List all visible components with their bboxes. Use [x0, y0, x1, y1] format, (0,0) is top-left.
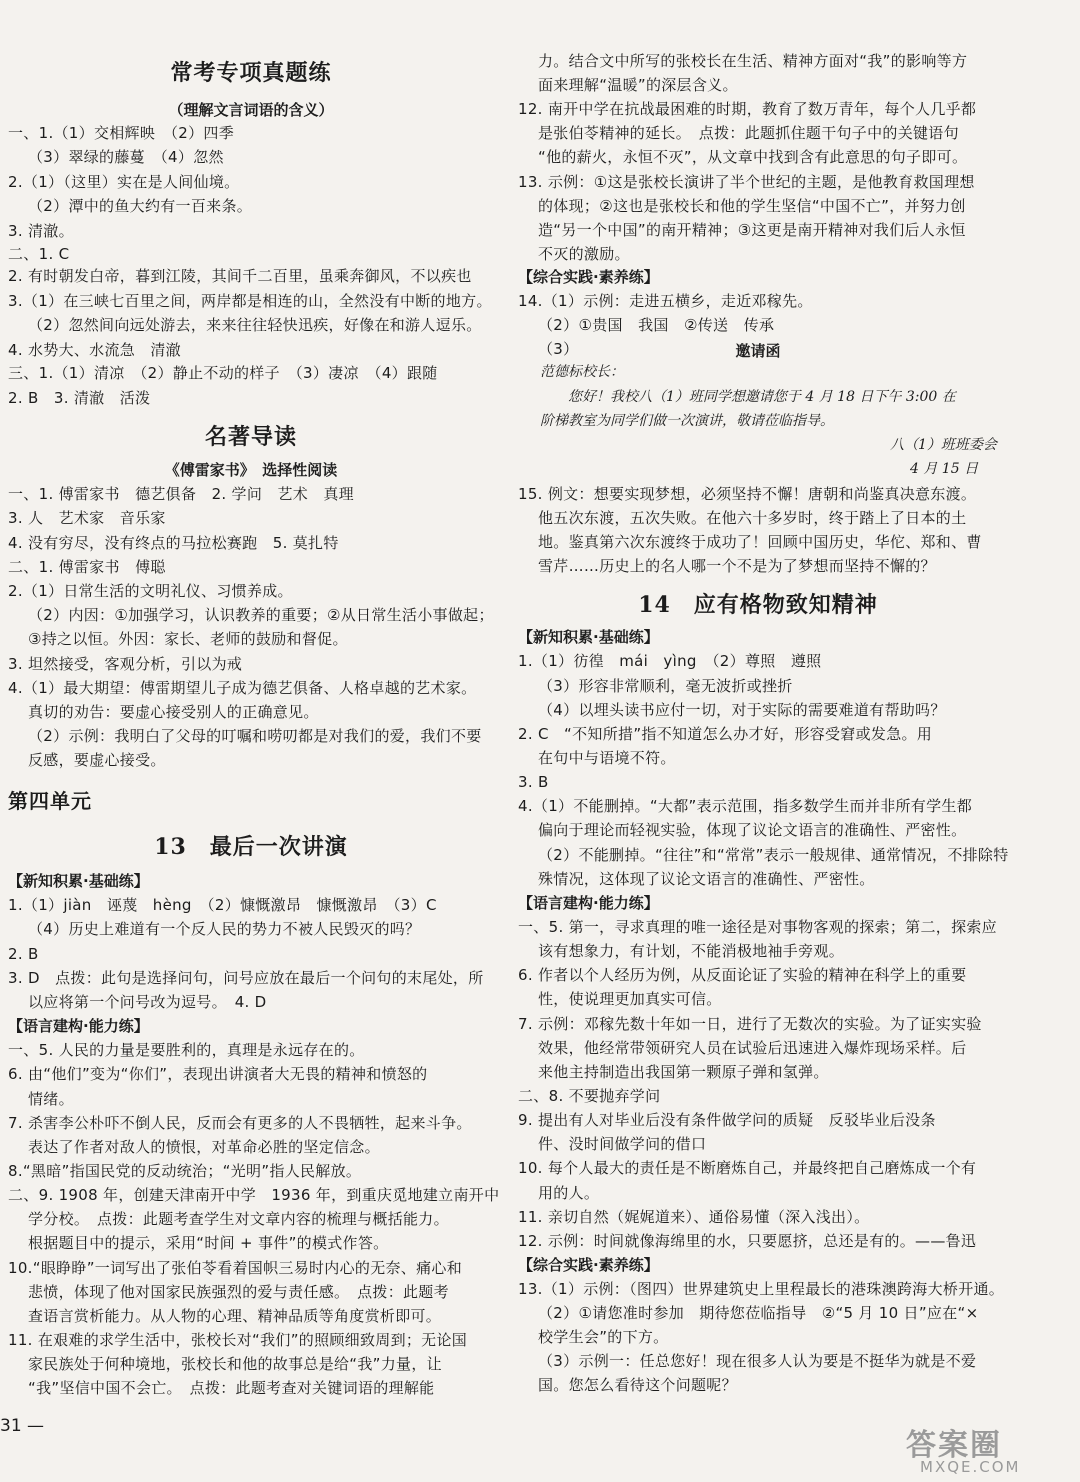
answer-line: 1.（1）jiàn 诬蔑 hèng （2）慷慨激昂 慷慨激昂 （3）C: [8, 896, 437, 914]
answer-line: 3. 坦然接受，客观分析，引以为戒: [8, 655, 243, 673]
answer-line: 学分校。 点拨：此题考查学生对文章内容的梳理与概括能力。: [28, 1210, 449, 1228]
answer-line: 7. 杀害李公朴吓不倒人民，反而会有更多的人不畏牺牲，起来斗争。: [8, 1114, 472, 1132]
answer-line: 该有想象力，有计划，不能消极地袖手旁观。: [538, 942, 845, 960]
answer-line: 2. B: [8, 945, 39, 963]
exercise-heading: 【综合实践·素养练】: [518, 268, 659, 286]
letter-date: 4 月 15 日: [910, 461, 979, 477]
letter-line: 您好！我校八（1）班同学想邀请您于 4 月 18 日下午 3:00 在: [568, 389, 956, 405]
answer-line: 在句中与语境不符。: [538, 749, 676, 767]
answer-line: 校学生会”的下方。: [538, 1328, 669, 1346]
section-subtitle: （理解文言词语的含义）: [168, 101, 334, 119]
exercise-heading: 【语言建构·能力练】: [518, 894, 659, 912]
answer-line: 用的人。: [538, 1184, 600, 1202]
answer-line: 偏向于理论而轻视实验，体现了议论文语言的准确性、严密性。: [538, 821, 967, 839]
answer-line: 4.（1）不能删掉。“大都”表示范围，指多数学生而并非所有学生都: [518, 797, 972, 815]
answer-line: 国。您怎么看待这个问题呢？: [538, 1376, 737, 1394]
answer-line: 一、5. 第一，寻求真理的唯一途径是对事物客观的探索；第二，探索应: [518, 918, 997, 936]
answer-line: （2）内因：①加强学习，认识教养的重要；②从日常生活小事做起；: [28, 606, 494, 624]
answer-line: 2. B 3. 清澈 活泼: [8, 389, 151, 407]
answer-line: 15. 例文：想要实现梦想，必须坚持不懈！唐朝和尚鉴真决意东渡。: [518, 485, 977, 503]
answer-line: 三、1.（1）清凉 （2）静止不动的样子 （3）凄凉 （4）跟随: [8, 364, 438, 382]
answer-line: 11. 亲切自然（娓娓道来）、通俗易懂（深入浅出）。: [518, 1208, 870, 1226]
letter-line: 阶梯教室为同学们做一次演讲，敬请莅临指导。: [540, 413, 834, 429]
section-title: 13 最后一次讲演: [154, 834, 348, 860]
page-number: 31 —: [0, 1416, 45, 1436]
answer-line: 4. 没有穷尽，没有终点的马拉松赛跑 5. 莫扎特: [8, 534, 339, 552]
answer-line: 2. C “不知所措”指不知道怎么办才好，形容受窘或发急。用: [518, 725, 933, 743]
answer-line: （4）以埋头读书应付一切，对于实际的需要难道有帮助吗？: [538, 701, 946, 719]
answer-line: 一、1.（1）交相辉映 （2）四季: [8, 124, 234, 142]
answer-line: 6. 作者以个人经历为例，从反面论证了实验的精神在科学上的重要: [518, 966, 967, 984]
answer-line: 的体现；②这也是张校长和他的学生坚信“中国不亡”，并努力创: [538, 197, 966, 215]
answer-line: 3.（1）在三峡七百里之间，两岸都是相连的山，全然没有中断的地方。: [8, 292, 492, 310]
answer-line: 悲愤，体现了他对国家民族强烈的爱与责任感。 点拨：此题考: [28, 1283, 449, 1301]
answer-line: 是张伯苓精神的延长。 点拨：此题抓住题干句子中的关键语句: [538, 124, 959, 142]
answer-line: （2）示例：我明白了父母的叮嘱和唠叨都是对我们的爱，我们不要: [28, 727, 482, 745]
answer-line: ③持之以恒。外因：家长、老师的鼓励和督促。: [28, 630, 348, 648]
answer-line: 14.（1）示例：走进五横乡，走近邓稼先。: [518, 292, 813, 310]
answer-line: 表达了作者对敌人的愤恨，对革命必胜的坚定信念。: [28, 1138, 380, 1156]
exercise-heading: 【语言建构·能力练】: [8, 1017, 149, 1035]
answer-line: 二、8. 不要抛弃学问: [518, 1087, 661, 1105]
answer-line: 2.（1）（这里）实在是人间仙境。: [8, 173, 240, 191]
answer-line: 3. B: [518, 773, 549, 791]
answer-line: 12. 示例：时间就像海绵里的水，只要愿挤，总还是有的。——鲁迅: [518, 1232, 977, 1250]
answer-line: （2）潭中的鱼大约有一百来条。: [28, 197, 253, 215]
answer-line: 性，使说理更加真实可信。: [538, 990, 722, 1008]
answer-line: 地。鉴真第六次东渡终于成功了！回顾中国历史，华佗、郑和、曹: [538, 533, 982, 551]
answer-line: 6. 由“他们”变为“你们”，表现出讲演者大无畏的精神和愤怒的: [8, 1065, 428, 1083]
exercise-heading: 【新知积累·基础练】: [8, 872, 149, 890]
watermark-logo: 答案圈: [906, 1428, 1002, 1463]
answer-line: 家民族处于何种境地，张校长和他的故事总是给“我”力量，让: [28, 1355, 442, 1373]
letter-signature: 八（1）班班委会: [890, 437, 997, 453]
answer-line: 件、没时间做学问的借口: [538, 1135, 707, 1153]
answer-line: 以应将第一个问号改为逗号。 4. D: [28, 993, 267, 1011]
answer-line: 反感，要虚心接受。: [28, 751, 166, 769]
letter-line: 范德标校长：: [540, 364, 624, 380]
answer-line: 一、5. 人民的力量是要胜利的，真理是永远存在的。: [8, 1041, 365, 1059]
answer-line: 2.（1）日常生活的文明礼仪、习惯养成。: [8, 582, 293, 600]
letter-title: 邀请函: [735, 342, 781, 360]
answer-line: 13.（1）示例：（图四）世界建筑史上里程最长的港珠澳跨海大桥开通。: [518, 1280, 1005, 1298]
answer-line: （3）示例一：任总您好！现在很多人认为要是不挺华为就是不爱: [538, 1352, 977, 1370]
section-title: 14 应有格物致知精神: [638, 592, 878, 618]
answer-line: 3. 人 艺术家 音乐家: [8, 509, 166, 527]
answer-line: “我”坚信中国不会亡。 点拨：此题考查对关键词语的理解能: [28, 1379, 435, 1397]
unit-title: 第四单元: [8, 789, 92, 813]
answer-line: 来他主持制造出我国第一颗原子弹和氢弹。: [538, 1063, 829, 1081]
answer-line: 11. 在艰难的求学生活中，张校长对“我们”的照顾细致周到；无论国: [8, 1331, 468, 1349]
answer-line: （4）历史上难道有一个反人民的势力不被人民毁灭的吗？: [28, 920, 421, 938]
answer-line: 根据题目中的提示，采用“时间 + 事件”的模式作答。: [28, 1234, 389, 1252]
answer-line: （3）翠绿的藤蔓 （4）忽然: [28, 148, 224, 166]
answer-line: （3）: [538, 340, 579, 358]
answer-line: 雪芹……历史上的名人哪一个不是为了梦想而坚持不懈的？: [538, 557, 936, 575]
answer-line: 4.（1）最大期望：傅雷期望儿子成为德艺俱备、人格卓越的艺术家。: [8, 679, 477, 697]
answer-line: 8.“黑暗”指国民党的反动统治；“光明”指人民解放。: [8, 1162, 362, 1180]
answer-line: 查语言赏析能力。从人物的心理、精神品质等角度赏析即可。: [28, 1307, 442, 1325]
section-title: 名著导读: [204, 424, 297, 450]
answer-line: 二、9. 1908 年，创建天津南开中学 1936 年，到重庆觅地建立南开中: [8, 1186, 500, 1204]
answer-line: 1.（1）彷徨 mái yìng （2）尊照 遵照: [518, 652, 822, 670]
answer-line: 二、1. 傅雷家书 傅聪: [8, 558, 166, 576]
answer-line: 一、1. 傅雷家书 德艺俱备 2. 学问 艺术 真理: [8, 485, 354, 503]
answer-line: 不灭的激励。: [538, 245, 630, 263]
answer-line: 殊情况，这体现了议论文语言的准确性、严密性。: [538, 870, 875, 888]
answer-line: 二、1. C: [8, 245, 70, 263]
exercise-heading: 【综合实践·素养练】: [518, 1256, 659, 1274]
answer-line: （2）①请您准时参加 期待您莅临指导 ②“5 月 10 日”应在“×: [538, 1304, 979, 1322]
answer-line: 真切的劝告：要虚心接受别人的正确意见。: [28, 703, 319, 721]
answer-line: 3. D 点拨：此句是选择问句，问号应放在最后一个问句的末尾处，所: [8, 969, 484, 987]
exercise-heading: 【新知积累·基础练】: [518, 628, 659, 646]
answer-line: 2. 有时朝发白帝，暮到江陵，其间千二百里，虽乘奔御风，不以疾也: [8, 267, 472, 285]
answer-line: 效果，他经常带领研究人员在试验后迅速进入爆炸现场采样。后: [538, 1039, 967, 1057]
answer-line: （2）忽然间向远处游去，来来往往轻快迅疾，好像在和游人逗乐。: [28, 316, 482, 334]
answer-line: 面来理解“温暖”的深层含义。: [538, 76, 738, 94]
answer-line: 情绪。: [28, 1090, 74, 1108]
answer-line: 7. 示例：邓稼先数十年如一日，进行了无数次的实验。为了证实实验: [518, 1015, 982, 1033]
answer-line: 力。结合文中所写的张校长在生活、精神方面对“我”的影响等方: [538, 52, 968, 70]
answer-line: 9. 提出有人对毕业后没有条件做学问的质疑 反驳毕业后没条: [518, 1111, 936, 1129]
answer-line: 他五次东渡，五次失败。在他六十多岁时，终于踏上了日本的土: [538, 509, 967, 527]
section-subtitle: 《傅雷家书》 选择性阅读: [164, 461, 338, 479]
answer-line: 10. 每个人最大的责任是不断磨炼自己，并最终把自己磨炼成一个有: [518, 1159, 977, 1177]
watermark-url: MXQE.COM: [920, 1458, 1021, 1476]
answer-line: 3. 清澈。: [8, 222, 74, 240]
answer-line: 12. 南开中学在抗战最困难的时期，教育了数万青年，每个人几乎都: [518, 100, 977, 118]
answer-line: “他的薪火，永恒不灭”，从文章中找到含有此意思的句子即可。: [538, 148, 968, 166]
answer-line: 13. 示例：①这是张校长演讲了半个世纪的主题，是他教育救国理想: [518, 173, 975, 191]
section-title: 常考专项真题练: [170, 60, 332, 86]
answer-line: （2）不能删掉。“往往”和“常常”表示一般规律、通常情况，不排除特: [538, 846, 1009, 864]
answer-line: （3）形容非常顺利，毫无波折或挫折: [538, 677, 793, 695]
answer-line: 4. 水势大、水流急 清澈: [8, 341, 181, 359]
answer-line: 10.“眼睁睁”一词写出了张伯苓看着国帜三易时内心的无奈、痛心和: [8, 1259, 462, 1277]
answer-line: 造“另一个中国”的南开精神；③这更是南开精神对我们后人永恒: [538, 221, 966, 239]
answer-line: （2）①贵国 我国 ②传送 传承: [538, 316, 775, 334]
